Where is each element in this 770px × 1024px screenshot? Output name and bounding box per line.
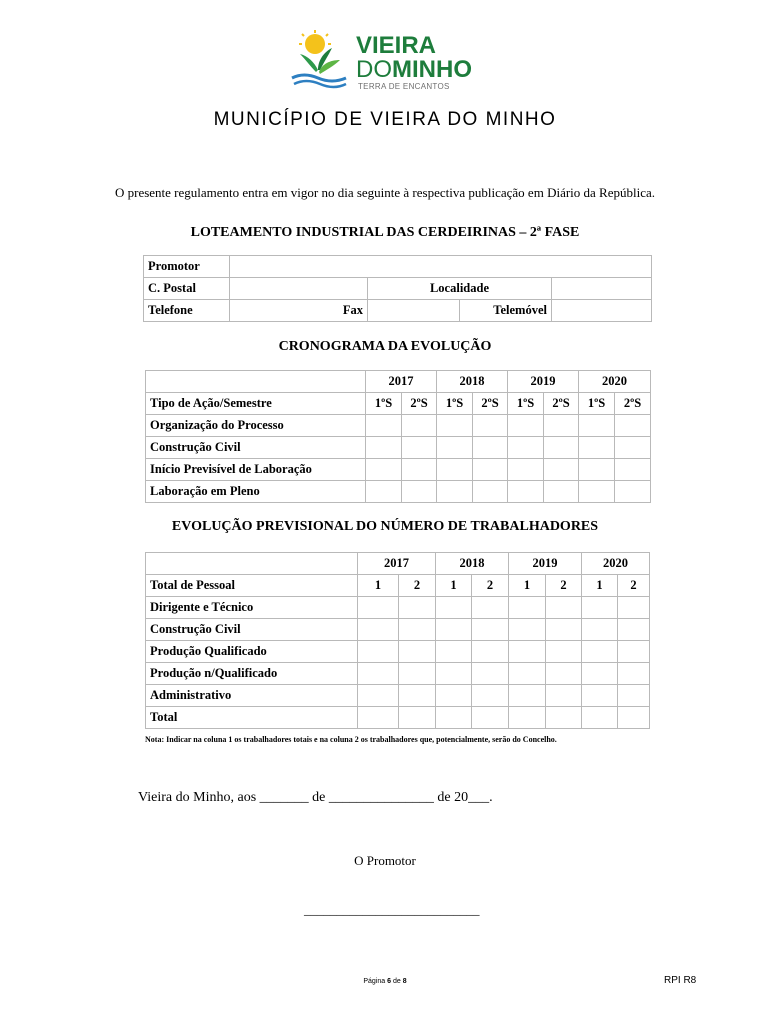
column-header: 2 [546,575,582,597]
semester-header: 1ºS [508,393,544,415]
semester-header: 1ºS [366,393,402,415]
row-label: Construção Civil [146,619,358,641]
row-header: Tipo de Ação/Semestre [146,393,366,415]
row-label: Dirigente e Técnico [146,597,358,619]
section-heading-cronograma: CRONOGRAMA DA EVOLUÇÃO [278,339,492,354]
row-label: Início Previsível de Laboração [146,459,366,481]
row-label: Produção Qualificado [146,641,358,663]
logo-word-vieira: VIEIRA [356,32,437,59]
table-row [146,459,651,481]
table-row [146,707,650,729]
logo-tagline: TERRA DE ENCANTOS [358,82,450,91]
cronograma-table [145,370,651,503]
localidade-label: Localidade [368,278,552,300]
cpostal-label: C. Postal [144,278,230,300]
row-label: Total [146,707,358,729]
evolucao-table [145,552,650,729]
signature-line: ___________________________ [304,902,480,917]
table-note: Nota: Indicar na coluna 1 os trabalhadores totais e na coluna 2 os trabalhadores que, potencialmente, serão do Concelho. [145,735,557,744]
year-header: 2019 [508,371,579,393]
page-footer [0,978,770,985]
page-number: 6 [387,978,392,985]
table-row [146,553,650,575]
table-row [146,437,651,459]
row-label: Administrativo [146,685,358,707]
cpostal-field[interactable] [230,278,368,300]
logo-word-do-minho [356,58,472,82]
logo-word-do: DO [356,56,392,83]
row-label: Produção n/Qualificado [146,663,358,685]
row-label: Construção Civil [146,437,366,459]
year-header: 2018 [437,371,508,393]
telemovel-label: Telemóvel [460,300,552,322]
table-row [146,597,650,619]
signature-label: O Promotor [354,853,416,868]
semester-header: 2ºS [615,393,651,415]
intro-text: O presente regulamento entra em vigor no dia seguinte à respectiva publicação em Diário da República. [114,185,655,200]
row-header: Total de Pessoal [146,575,358,597]
fax-field[interactable] [368,300,460,322]
promotor-field[interactable] [230,256,652,278]
table-row [144,300,652,322]
telefone-label: Telefone [144,300,230,322]
semester-header: 2ºS [402,393,437,415]
year-header: 2018 [436,553,509,575]
footer-middle: de [391,978,403,985]
column-header: 2 [399,575,436,597]
page-title: MUNICÍPIO DE VIEIRA DO MINHO [213,109,557,130]
column-header: 2 [618,575,650,597]
table-row [146,415,651,437]
document-code: RPI R8 [664,975,697,986]
section-heading-evolucao: EVOLUÇÃO PREVISIONAL DO NÚMERO DE TRABALHADORES [171,519,599,534]
table-row [146,663,650,685]
logo-word-minho: MINHO [392,56,472,83]
date-place-line: Vieira do Minho, aos _______ de _______________ de 20___. [138,790,493,805]
fax-label: Fax [230,300,368,322]
row-label: Laboração em Pleno [146,481,366,503]
table-row [146,685,650,707]
table-row [146,619,650,641]
semester-header: 2ºS [544,393,579,415]
page-total: 8 [402,978,407,985]
table-row [144,256,652,278]
municipality-logo [288,28,488,94]
year-header: 2017 [358,553,436,575]
localidade-field[interactable] [552,278,652,300]
column-header: 1 [436,575,472,597]
promotor-details-table [143,255,652,322]
table-row [144,278,652,300]
table-row [146,641,650,663]
year-header: 2017 [366,371,437,393]
semester-header: 1ºS [579,393,615,415]
footer-prefix: Página [363,978,388,985]
column-header: 1 [582,575,618,597]
year-header: 2020 [579,371,651,393]
semester-header: 1ºS [437,393,473,415]
semester-header: 2ºS [473,393,508,415]
year-header: 2019 [509,553,582,575]
section-heading-loteamento: LOTEAMENTO INDUSTRIAL DAS CERDEIRINAS – 2ª FASE [190,225,580,240]
table-row [146,575,650,597]
column-header: 1 [509,575,546,597]
table-row [146,371,651,393]
logo-emblem-icon [288,30,350,90]
table-row [146,393,651,415]
column-header: 2 [472,575,509,597]
year-header: 2020 [582,553,650,575]
row-label: Organização do Processo [146,415,366,437]
table-row [146,481,651,503]
column-header: 1 [358,575,399,597]
promotor-label: Promotor [144,256,230,278]
telemovel-field[interactable] [552,300,652,322]
